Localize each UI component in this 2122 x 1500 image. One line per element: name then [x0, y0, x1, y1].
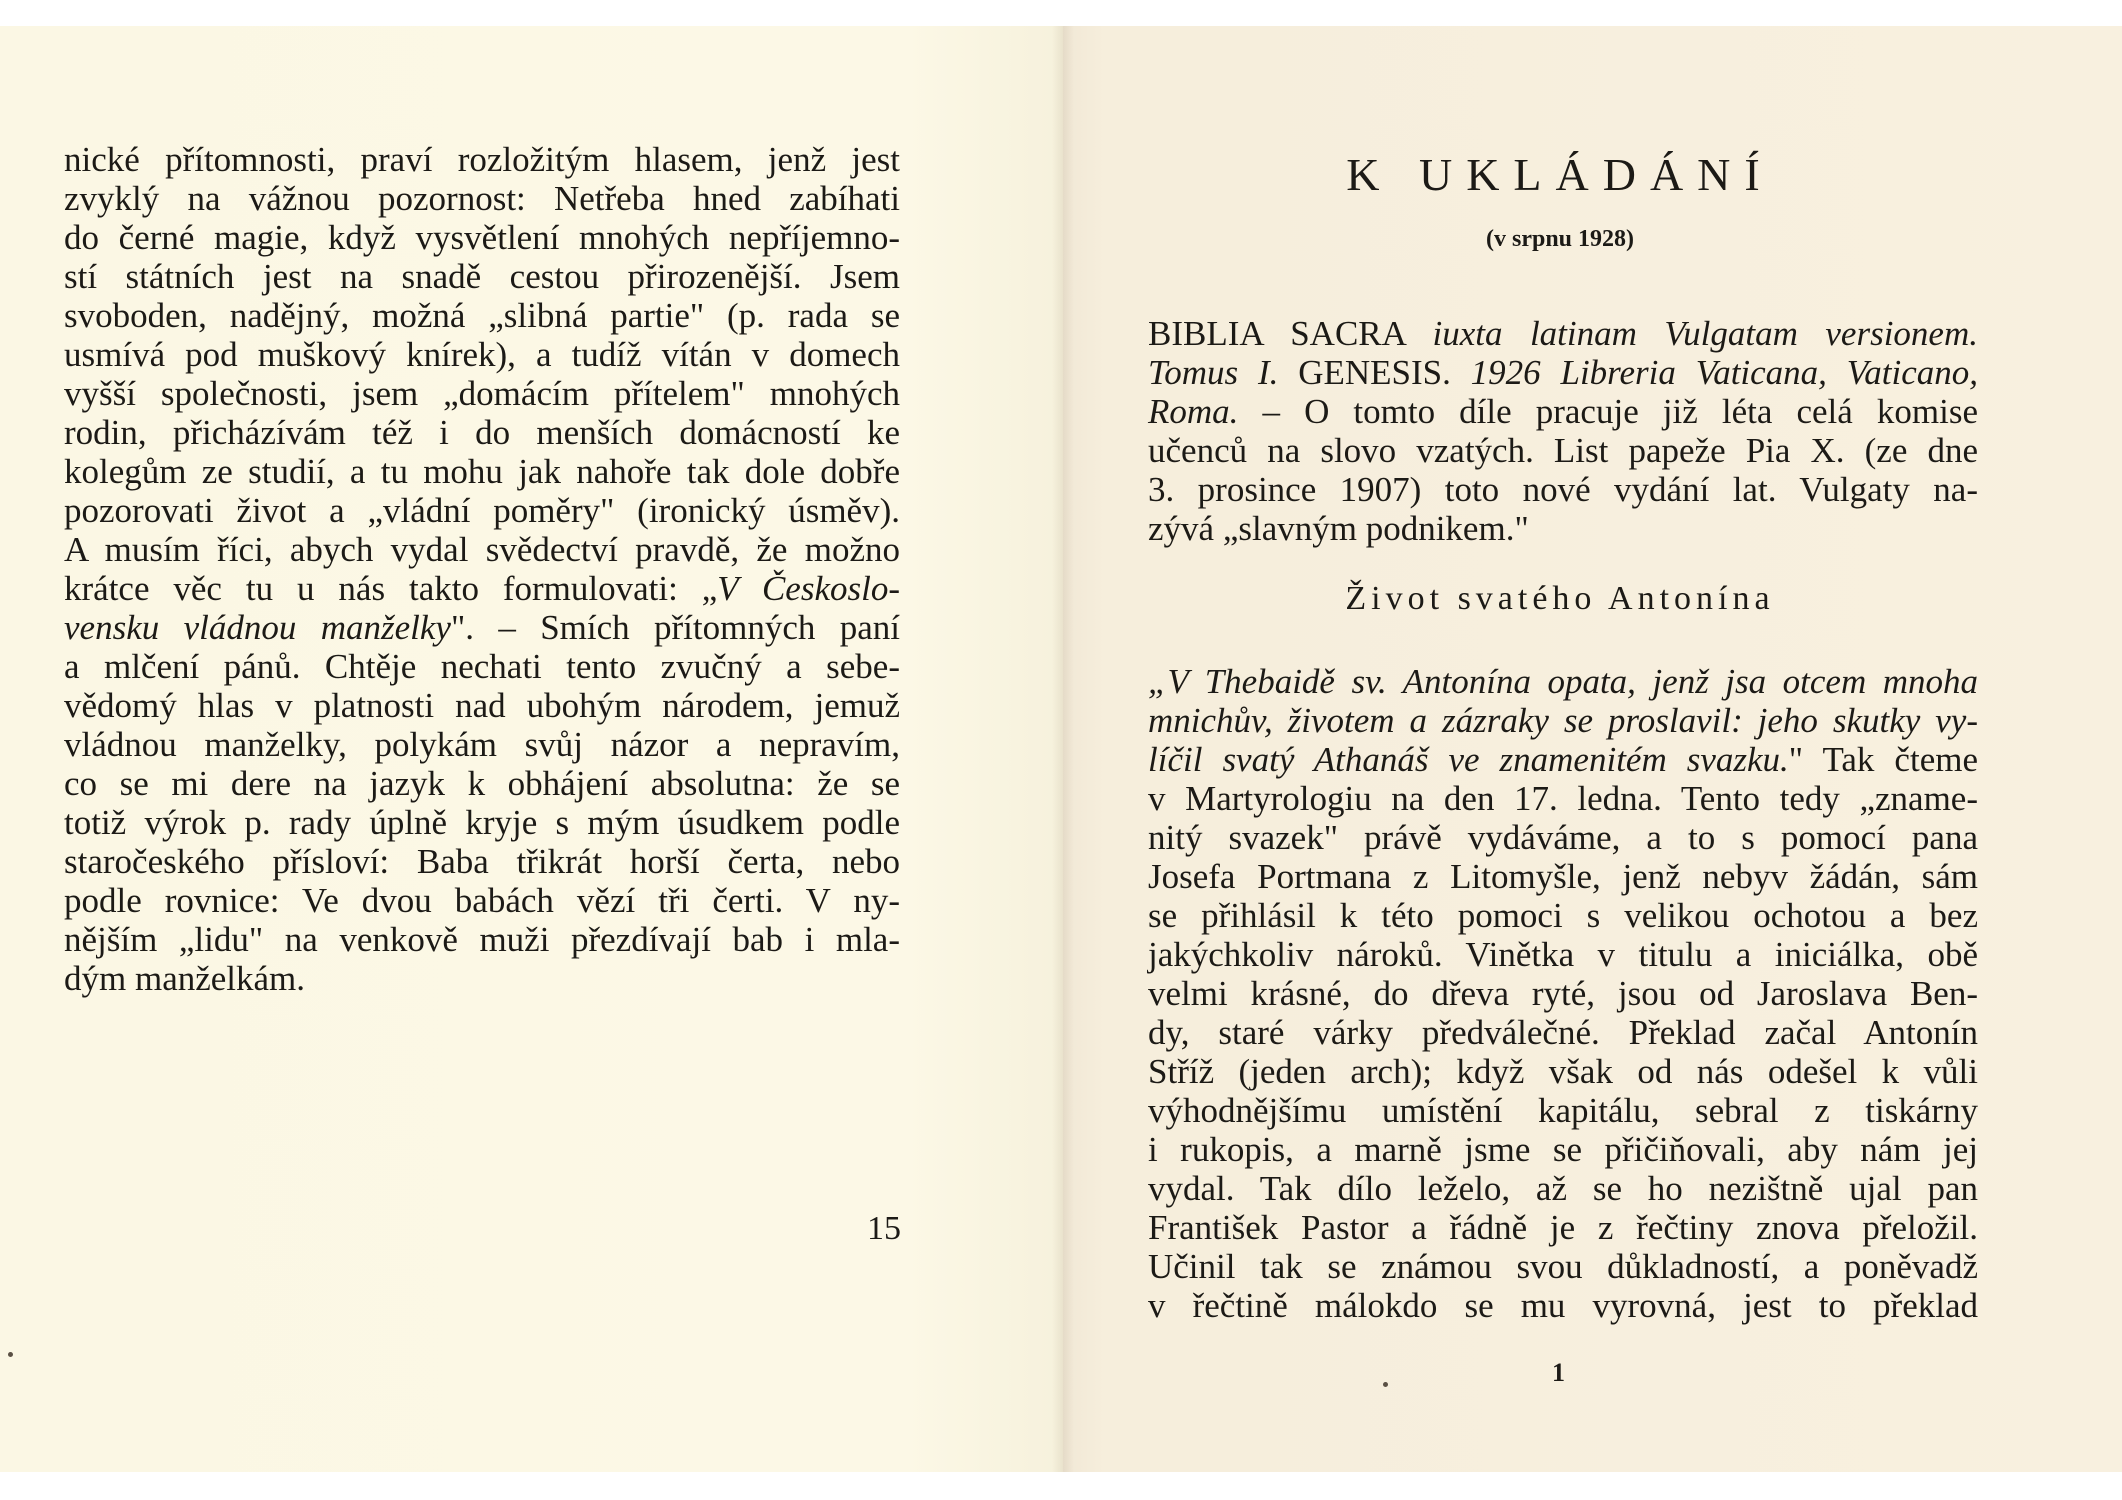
- page-number: 1: [1552, 1358, 1565, 1387]
- text-line: zvyklý na vážnou pozornost: Netřeba hned zabíhati: [64, 179, 900, 218]
- italic-line: [1148, 662, 1978, 701]
- text-line: rodin, přicházívám též i do menších domácností ke: [64, 413, 900, 452]
- text-line: zývá „slavným podnikem.": [1148, 509, 1529, 548]
- italic-fragment: mnichův, životem a zázraky se proslavil: jeho skutky vy-: [1148, 701, 1978, 740]
- text-line: 3. prosince 1907) toto nové vydání lat. Vulgaty na-: [1148, 470, 1978, 509]
- text-line-mixed: [1148, 392, 1978, 431]
- text-line: Učinil tak se známou svou důkladností, a poněvadž: [1148, 1247, 1978, 1286]
- text-line: a mlčení pánů. Chtěje nechati tento zvučný a sebe-: [64, 647, 900, 686]
- text-line: i rukopis, a marně jsme se přičiňovali, aby nám jej: [1148, 1130, 1978, 1169]
- text-line: se přihlásil k této pomoci s velikou ochotou a bez: [1148, 896, 1978, 935]
- italic-fragment: líčil svatý Athanáš ve znamenitém svazku.: [1148, 740, 1789, 779]
- text-line: svoboden, nadějný, možná „slibná partie" (p. rada se: [64, 296, 900, 335]
- italic-fragment: iuxta latinam Vulgatam versionem.: [1432, 314, 1978, 353]
- page-title: K UKLÁDÁNÍ: [1346, 149, 1774, 200]
- text-line: František Pastor a řádně je z řečtiny znova přeložil.: [1148, 1208, 1978, 1247]
- section-heading: Život svatého Antonína: [1345, 580, 1775, 617]
- text-fragment: – O tomto díle pracuje již léta celá komise: [1238, 392, 1978, 431]
- text-line: co se mi dere na jazyk k obhájení absolutna: že se: [64, 764, 900, 803]
- text-line: Stříž (jeden arch); když však od nás odešel k vůli: [1148, 1052, 1978, 1091]
- text-fragment: " Tak čteme: [1788, 740, 1978, 779]
- text-line: A musím říci, abych vydal svědectví pravdě, že možno: [64, 530, 900, 569]
- text-line: jakýchkoliv nároků. Vinětka v titulu a iniciálka, obě: [1148, 935, 1978, 974]
- text-line: nické přítomnosti, praví rozložitým hlasem, jenž jest: [64, 140, 900, 179]
- text-line: výhodnějšímu umístění kapitálu, sebral z tiskárny: [1148, 1091, 1978, 1130]
- text-line: velmi krásné, do dřeva ryté, jsou od Jaroslava Ben-: [1148, 974, 1978, 1013]
- text-line: do černé magie, když vysvětlení mnohých nepříjemno-: [64, 218, 900, 257]
- text-line: nitý svazek" právě vydáváme, a to s pomocí pana: [1148, 818, 1978, 857]
- page-number: 15: [867, 1210, 901, 1247]
- text-line-mixed: [1148, 740, 1978, 779]
- text-line: usmívá pod muškový knírek), a tudíž vítán v domech: [64, 335, 900, 374]
- text-line: v řečtině málokdo se mu vyrovná, jest to překlad: [1148, 1286, 1978, 1325]
- right-page-body: [1148, 662, 1978, 1325]
- text-line-mixed: [64, 569, 900, 608]
- print-speck: [1383, 1382, 1388, 1387]
- text-fragment: ". – Smích přítomných paní: [450, 608, 900, 647]
- page-subtitle: (v srpnu 1928): [1485, 226, 1635, 252]
- text-line: pozorovati život a „vládní poměry" (ironický úsměv).: [64, 491, 900, 530]
- text-line-mixed: [1148, 353, 1978, 392]
- text-fragment: krátce věc tu u nás takto formulovati: „: [64, 569, 718, 608]
- text-line: podle rovnice: Ve dvou babách vězí tři čerti. V ny-: [64, 881, 900, 920]
- text-line-mixed: [64, 608, 900, 647]
- italic-fragment: 1926 Libreria Vaticana, Vaticano,: [1470, 353, 1978, 392]
- text-fragment: BIBLIA SACRA: [1148, 314, 1433, 353]
- italic-fragment: „V Thebaidě sv. Antonína opata, jenž jsa otcem mnoha: [1148, 662, 1978, 701]
- text-line: dým manželkám.: [64, 959, 306, 998]
- text-line: v Martyrologiu na den 17. ledna. Tento tedy „zname-: [1148, 779, 1978, 818]
- text-line: dy, staré várky předválečné. Překlad začal Antonín: [1148, 1013, 1978, 1052]
- text-line: nějším „lidu" na venkově muži přezdívají bab i mla-: [64, 920, 900, 959]
- italic-fragment: vensku vládnou manželky: [64, 608, 451, 647]
- italic-fragment: Roma.: [1148, 392, 1239, 431]
- bibliography-entry: [1148, 314, 1978, 548]
- text-fragment: GENESIS.: [1278, 353, 1471, 392]
- text-line: stí státních jest na snadě cestou přirozenější. Jsem: [64, 257, 900, 296]
- text-line: učenců na slovo vzatých. List papeže Pia X. (ze dne: [1148, 431, 1978, 470]
- text-line: vládnou manželky, polykám svůj názor a nepravím,: [64, 725, 900, 764]
- book-gutter: [1052, 26, 1074, 1472]
- text-line: totiž výrok p. rady úplně kryje s mým úsudkem podle: [64, 803, 900, 842]
- text-line-mixed: [1148, 314, 1978, 353]
- left-page-text: [64, 140, 900, 998]
- text-line: kolegům ze studií, a tu mohu jak nahoře tak dole dobře: [64, 452, 900, 491]
- print-speck: [8, 1352, 13, 1357]
- italic-fragment: V Českoslo-: [717, 569, 900, 608]
- text-line: staročeského přísloví: Baba třikrát horší čerta, nebo: [64, 842, 900, 881]
- text-line: vydal. Tak dílo leželo, až se ho nezištně ujal pan: [1148, 1169, 1978, 1208]
- text-line: vyšší společnosti, jsem „domácím přítelem" mnohých: [64, 374, 900, 413]
- italic-fragment: Tomus I.: [1148, 353, 1279, 392]
- text-line: Josefa Portmana z Litomyšle, jenž nebyv žádán, sám: [1148, 857, 1978, 896]
- text-line: vědomý hlas v platnosti nad ubohým národem, jemuž: [64, 686, 900, 725]
- italic-line: [1148, 701, 1978, 740]
